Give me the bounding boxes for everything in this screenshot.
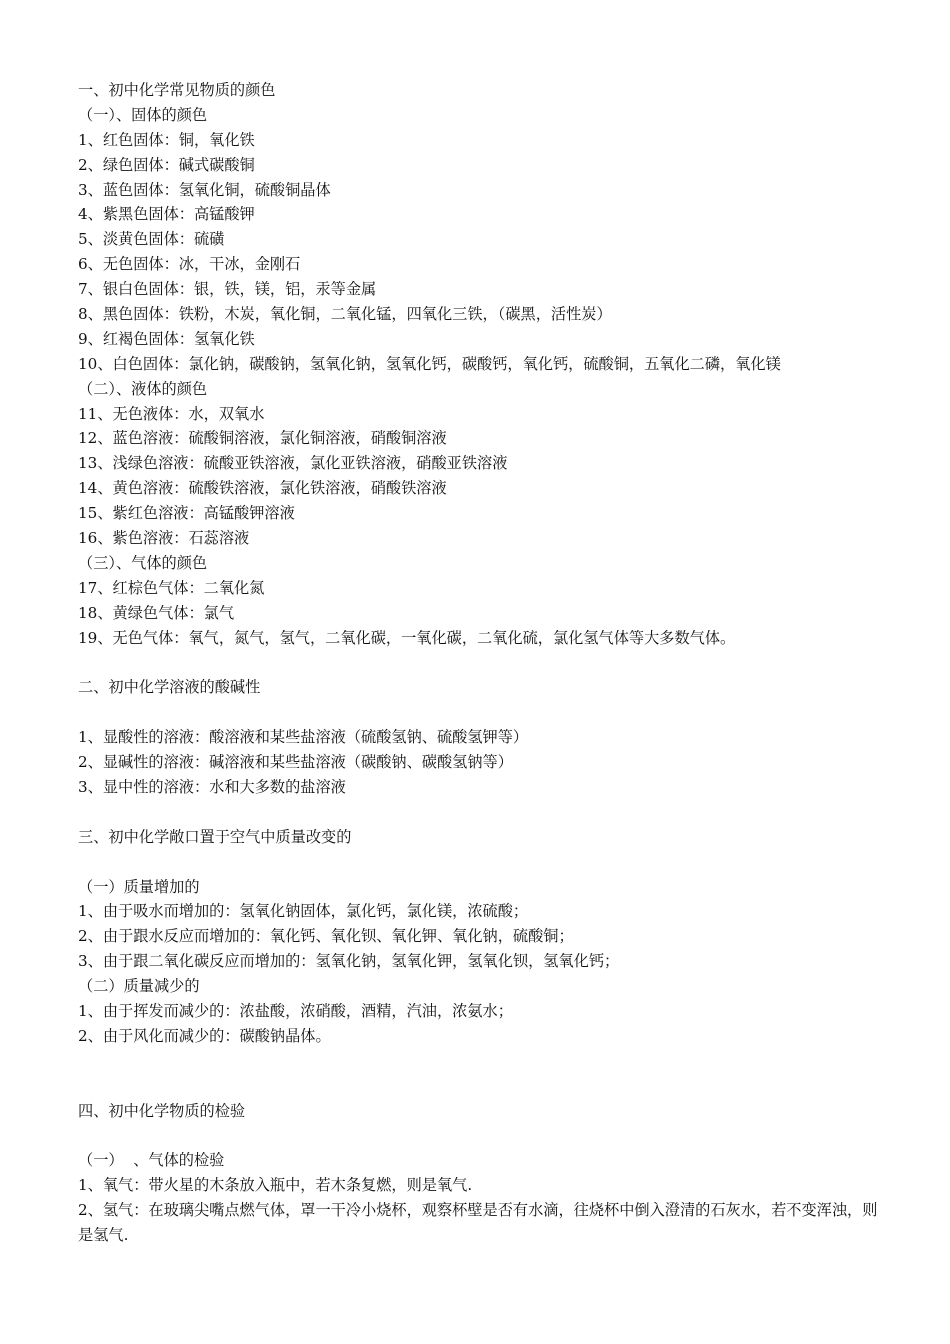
list-item: 13、浅绿色溶液：硫酸亚铁溶液，氯化亚铁溶液，硝酸亚铁溶液 [78, 454, 508, 473]
list-item: 14、黄色溶液：硫酸铁溶液，氯化铁溶液，硝酸铁溶液 [78, 479, 447, 498]
list-item: 10、白色固体：氯化钠，碳酸钠，氢氧化钠，氢氧化钙，碳酸钙，氧化钙，硫酸铜，五氧化二磷，氧化镁 [78, 354, 781, 373]
section-3-subheading-increase: （一）质量增加的 [78, 877, 200, 896]
list-item: 19、无色气体：氧气，氮气，氢气，二氧化碳，一氧化碳，二氧化硫，氯化氢气体等大多数气体。 [78, 628, 736, 647]
document-body [78, 78, 878, 1248]
list-item: 12、蓝色溶液：硫酸铜溶液，氯化铜溶液，硝酸铜溶液 [78, 429, 447, 448]
spacer [78, 650, 878, 675]
list-item: 7、银白色固体：银，铁，镁，铝，汞等金属 [78, 280, 377, 299]
list-item: 5、淡黄色固体：硫磺 [78, 230, 225, 249]
list-item: 8、黑色固体：铁粉，木炭，氧化铜，二氧化锰，四氧化三铁，（碳黑，活性炭） [78, 305, 612, 324]
list-item: 1、红色固体：铜，氧化铁 [78, 130, 255, 149]
list-item: 9、红褐色固体：氢氧化铁 [78, 329, 255, 348]
list-item: 2、由于跟水反应而增加的：氧化钙、氧化钡、氧化钾、氧化钠，硫酸铜； [78, 927, 574, 946]
list-item: 3、显中性的溶液：水和大多数的盐溶液 [78, 777, 346, 796]
list-item: 16、紫色溶液：石蕊溶液 [78, 529, 250, 548]
list-item: 2、显碱性的溶液：碱溶液和某些盐溶液（碳酸钠、碳酸氢钠等） [78, 753, 513, 772]
list-item: 3、蓝色固体：氢氧化铜，硫酸铜晶体 [78, 180, 331, 199]
list-item: 1、显酸性的溶液：酸溶液和某些盐溶液（硫酸氢钠、硫酸氢钾等） [78, 728, 529, 747]
spacer [78, 1049, 878, 1099]
list-item: 15、紫红色溶液：高锰酸钾溶液 [78, 504, 295, 523]
list-item: 17、红棕色气体：二氧化氮 [78, 578, 265, 597]
list-item: 2、绿色固体：碱式碳酸铜 [78, 155, 255, 174]
section-3-subheading-decrease: （二）质量减少的 [78, 977, 200, 996]
list-item: 2、由于风化而减少的：碳酸钠晶体。 [78, 1026, 331, 1045]
spacer [78, 1123, 878, 1148]
section-1-subheading-liquid: （二）、液体的颜色 [78, 379, 208, 398]
list-item: 6、无色固体：冰，干冰，金刚石 [78, 255, 301, 274]
list-item: 2、氢气：在玻璃尖嘴点燃气体，罩一干冷小烧杯，观察杯壁是否有水滴，往烧杯中倒入澄清的石灰水，若不变浑浊，则是氢气. [78, 1201, 878, 1244]
spacer [78, 800, 878, 825]
list-item: 1、由于挥发而减少的：浓盐酸，浓硝酸，酒精，汽油，浓氨水； [78, 1001, 513, 1020]
section-4-subheading-gas-test: （一） 、气体的检验 [78, 1151, 225, 1170]
list-item: 4、紫黑色固体：高锰酸钾 [78, 205, 255, 224]
section-2-title: 二、初中化学溶液的酸碱性 [78, 678, 261, 697]
list-item: 3、由于跟二氧化碳反应而增加的：氢氧化钠，氢氧化钾，氢氧化钡，氢氧化钙； [78, 952, 620, 971]
section-3-title: 三、初中化学敞口置于空气中质量改变的 [78, 827, 352, 846]
section-1-subheading-gas: （三）、气体的颜色 [78, 553, 208, 572]
spacer [78, 850, 878, 875]
section-4-title: 四、初中化学物质的检验 [78, 1101, 246, 1120]
section-1-subheading-solid: （一）、固体的颜色 [78, 105, 208, 124]
list-item: 1、氧气：带火星的木条放入瓶中，若木条复燃，则是氧气. [78, 1176, 473, 1195]
list-item: 1、由于吸水而增加的：氢氧化钠固体，氯化钙，氯化镁，浓硫酸； [78, 902, 529, 921]
list-item: 18、黄绿色气体：氯气 [78, 603, 235, 622]
section-1-title: 一、初中化学常见物质的颜色 [78, 81, 276, 99]
list-item: 11、无色液体：水，双氧水 [78, 404, 265, 423]
spacer [78, 700, 878, 725]
